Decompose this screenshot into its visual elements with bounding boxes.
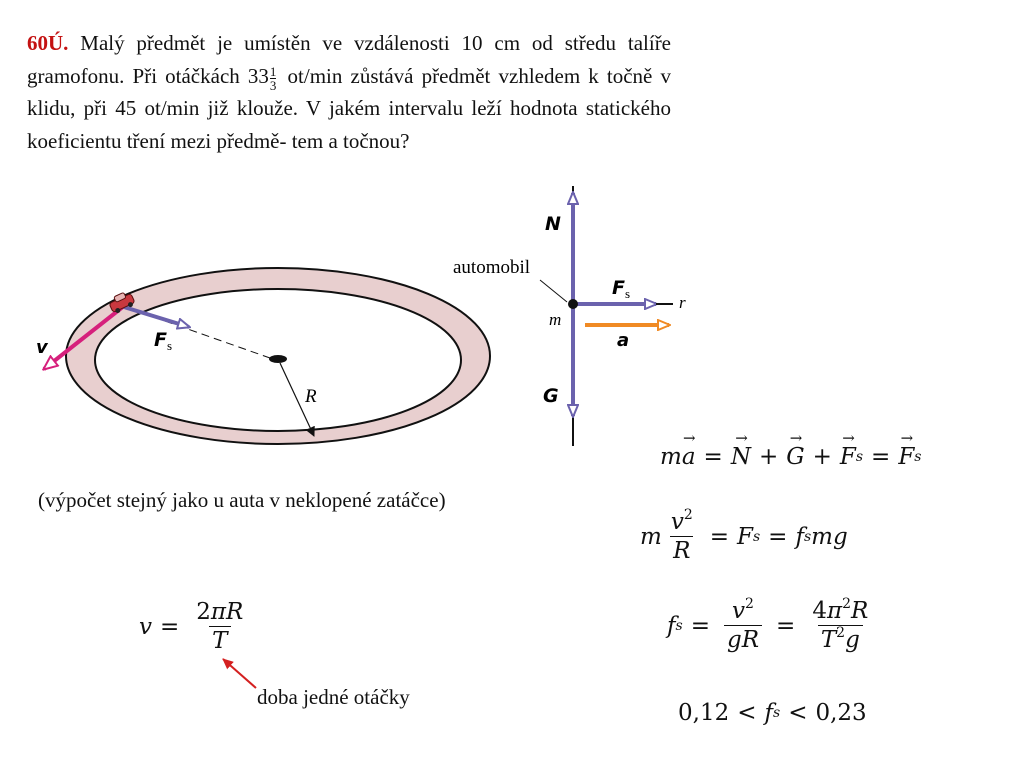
- problem-text-part1: Malý předmět je umístěn ve vzdálenosti 10 cm od středu talíře gramofonu. Při otáčkách 33: [27, 31, 672, 88]
- equation-friction-coefficient: f s = $\frac{v^2}{gR}$ = $\frac{4\pi^2R}{T^2g}$: [667, 596, 869, 653]
- label-R: R: [305, 386, 317, 407]
- problem-text-part2: ot/min zůstává předmět vzhledem k točně v klidu, při 45 ot/min již klouže. V jakém intervalu leží hodnota statického koeficientu tření mezi předmě- tem a točnou?: [27, 63, 671, 153]
- label-r: r: [679, 293, 686, 312]
- note-text: (výpočet stejný jako u auta v neklopené zatáčce): [38, 488, 446, 512]
- label-a: a: [617, 330, 630, 351]
- label-Fs-ring-sub: s: [166, 338, 173, 353]
- problem-number: 60Ú.: [27, 31, 69, 55]
- label-Fs-fbd-main: F: [612, 277, 625, 299]
- equation-centripetal: m $\frac{v^2}{R}$ = F s = f s mg: [640, 507, 848, 564]
- fraction-denominator: 3: [269, 77, 277, 93]
- result-low: 0,12: [678, 700, 730, 726]
- label-N: N: [545, 213, 561, 235]
- label-Fs-fbd: [612, 277, 630, 301]
- label-Fs-ring-main: F: [154, 329, 167, 351]
- label-automobil: automobil: [453, 257, 531, 278]
- label-v: v: [36, 337, 48, 358]
- label-m: m: [549, 310, 562, 329]
- red-pointer-arrow: [223, 659, 256, 688]
- automobil-pointer: [540, 280, 567, 302]
- label-G: G: [543, 385, 559, 407]
- mass-point: [568, 299, 578, 309]
- equation-velocity: v = $\frac{2\pi R}{T}$: [139, 599, 244, 654]
- equation-result: 0,12 < f s < 0,23: [678, 700, 867, 726]
- fraction-numerator: 1: [269, 63, 277, 79]
- turntable-center: [269, 355, 287, 363]
- result-high: 0,23: [815, 700, 867, 726]
- equation-newton: m a → = N → + G → + F → s = F → s: [660, 444, 921, 470]
- label-Fs-fbd-sub: s: [624, 286, 631, 301]
- period-label: doba jedné otáčky: [257, 685, 410, 709]
